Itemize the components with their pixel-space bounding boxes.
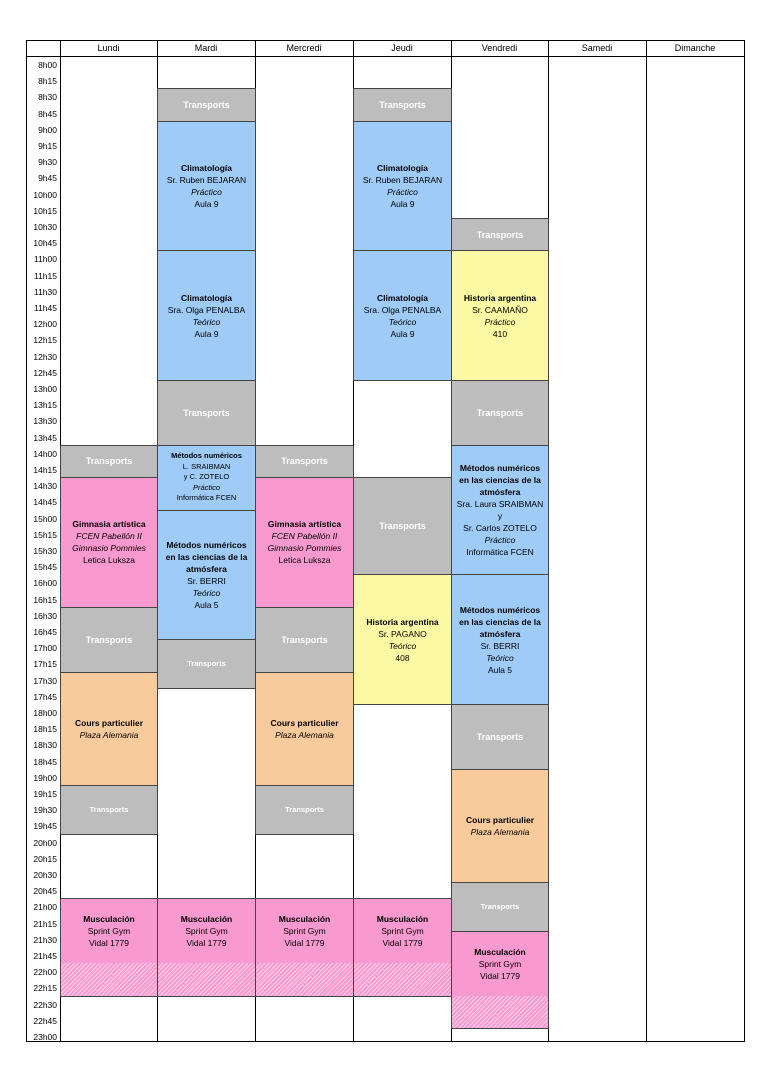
event-detail: Aula 9 xyxy=(194,199,219,210)
event-detail: Informática FCEN xyxy=(466,547,534,558)
event-title: Gimnasia artística xyxy=(267,519,342,530)
time-label: 16h30 xyxy=(33,610,57,621)
event-detail: Letica Luksza xyxy=(83,555,135,566)
time-label: 10h30 xyxy=(33,222,57,232)
time-label: 15h45 xyxy=(33,562,57,573)
event-title: Musculación xyxy=(474,946,526,957)
time-label: 16h45 xyxy=(33,627,57,637)
time-label: 13h00 xyxy=(33,384,57,394)
event-transports[interactable] xyxy=(255,785,354,835)
event-title: Transports xyxy=(85,456,133,467)
time-label: 17h00 xyxy=(33,643,57,654)
event-climatologia[interactable] xyxy=(353,250,452,381)
time-label: 22h45 xyxy=(33,1015,57,1026)
event-transports[interactable] xyxy=(353,88,452,121)
event-detail: en las ciencias de la xyxy=(459,475,541,486)
event-title: Transports xyxy=(379,521,426,532)
day-header-jeudi: Jeudi xyxy=(391,43,413,53)
event-title: Transports xyxy=(183,407,230,418)
event-detail: Teórico xyxy=(192,587,221,598)
time-label: 8h15 xyxy=(38,76,57,87)
time-label: 17h45 xyxy=(33,691,57,702)
event-transports[interactable] xyxy=(451,218,549,251)
time-label: 14h30 xyxy=(33,481,57,492)
event-title: Transports xyxy=(476,731,524,742)
event-detail: Teórico xyxy=(192,316,221,327)
event-detail: Sra. Laura SRAIBMAN xyxy=(456,499,544,510)
time-label: 20h15 xyxy=(33,853,57,864)
event-title: Transports xyxy=(476,407,524,418)
time-label: 12h45 xyxy=(33,367,57,378)
event-title: Transports xyxy=(183,100,230,111)
event-detail: y C. ZOTELO xyxy=(183,472,230,482)
event-title: Cours particulier xyxy=(74,717,144,728)
event-hatched-extension xyxy=(353,963,452,996)
time-label: 14h00 xyxy=(33,448,57,459)
event-title: Historia argentina xyxy=(366,616,439,627)
event-detail: Letica Luksza xyxy=(278,555,331,566)
event-hatched-extension xyxy=(255,963,354,996)
time-label: 15h00 xyxy=(33,513,57,524)
time-label: 14h45 xyxy=(33,497,57,508)
event-detail: atmósfera xyxy=(479,487,521,498)
event-metodos-numericos[interactable] xyxy=(157,445,256,511)
event-transports[interactable] xyxy=(60,785,158,835)
event-musculacion[interactable] xyxy=(353,898,452,964)
event-transports[interactable] xyxy=(157,380,256,446)
event-historia-argentina[interactable] xyxy=(353,574,452,705)
event-detail: L. SRAIBMAN xyxy=(182,461,231,471)
event-metodos-numericos[interactable] xyxy=(451,445,549,576)
event-detail: Práctico xyxy=(484,535,516,546)
event-detail: Práctico xyxy=(192,482,221,492)
time-label: 9h30 xyxy=(38,157,57,168)
time-label: 17h15 xyxy=(33,659,57,670)
event-detail: atmósfera xyxy=(479,628,521,639)
event-transports[interactable] xyxy=(157,88,256,121)
event-title: Transports xyxy=(187,658,226,668)
event-detail: Sr. Ruben BEJARAN xyxy=(166,175,247,186)
event-detail: FCEN Pabellón II xyxy=(76,531,142,542)
day-header-vendredi: Vendredi xyxy=(481,43,518,53)
event-detail: atmósfera xyxy=(186,563,227,574)
event-detail: Sprint Gym xyxy=(478,958,522,969)
event-detail: Gimnasio Pommies xyxy=(267,543,342,554)
event-title: Métodos numéricos xyxy=(459,463,541,474)
time-label: 20h00 xyxy=(33,837,57,848)
event-detail: 410 xyxy=(492,328,508,339)
event-transports[interactable] xyxy=(255,445,354,478)
event-title: Métodos numéricos xyxy=(171,451,242,461)
event-title: Cours particulier xyxy=(465,814,535,825)
event-title: Transports xyxy=(85,634,133,645)
time-label: 11h00 xyxy=(33,254,57,265)
event-detail: Aula 5 xyxy=(194,599,219,610)
event-detail: Vidal 1779 xyxy=(382,938,423,949)
time-label: 14h15 xyxy=(33,465,57,475)
event-title: Transports xyxy=(480,901,520,911)
time-label: 11h45 xyxy=(33,303,57,313)
event-gimnasia-artistica[interactable] xyxy=(60,477,158,608)
event-detail: Plaza Alemania xyxy=(470,826,530,837)
column-divider xyxy=(646,41,647,1041)
event-title: Métodos numéricos xyxy=(166,539,247,550)
event-detail: Práctico xyxy=(191,187,222,198)
event-transports[interactable] xyxy=(60,607,158,673)
event-transports[interactable] xyxy=(157,639,256,689)
event-climatologia[interactable] xyxy=(353,121,452,252)
time-label: 15h30 xyxy=(33,546,57,556)
event-transports[interactable] xyxy=(451,704,549,770)
day-header-dimanche: Dimanche xyxy=(674,43,716,53)
event-detail: Sr. CAAMAÑO xyxy=(472,304,528,315)
time-label: 12h15 xyxy=(33,335,57,346)
time-label: 21h15 xyxy=(33,918,57,929)
event-detail: Sr. BERRI xyxy=(480,640,520,651)
time-label: 13h15 xyxy=(33,400,57,411)
event-detail: Gimnasio Pommies xyxy=(72,543,146,554)
time-label: 19h00 xyxy=(33,772,57,783)
event-title: Climatología xyxy=(180,292,232,303)
time-label: 20h45 xyxy=(33,886,57,897)
event-detail: Sprint Gym xyxy=(185,926,228,937)
event-title: Climatología xyxy=(180,163,232,174)
event-detail: Aula 5 xyxy=(487,664,513,675)
day-header-mercredi: Mercredi xyxy=(286,43,322,53)
event-detail: Vidal 1779 xyxy=(186,938,227,949)
event-title: Musculación xyxy=(278,914,331,925)
event-transports[interactable] xyxy=(255,607,354,673)
event-title: Transports xyxy=(476,229,524,240)
time-label: 19h45 xyxy=(33,821,57,832)
event-climatologia[interactable] xyxy=(157,121,256,252)
time-label: 13h30 xyxy=(33,416,57,427)
event-cours-particulier[interactable] xyxy=(60,672,158,786)
time-label: 22h30 xyxy=(33,999,57,1010)
event-detail: Sra. Olga PENALBA xyxy=(363,304,442,315)
event-musculacion[interactable] xyxy=(451,931,549,997)
event-transports[interactable] xyxy=(451,380,549,446)
event-title: Transports xyxy=(89,804,129,814)
event-detail: Teórico xyxy=(388,640,417,651)
time-label: 18h15 xyxy=(33,724,57,735)
event-title: Historia argentina xyxy=(463,292,537,303)
time-label: 8h30 xyxy=(38,92,57,103)
event-detail: y xyxy=(497,511,503,522)
event-transports[interactable] xyxy=(353,477,452,575)
day-header-mardi: Mardi xyxy=(194,43,218,53)
time-label: 21h00 xyxy=(33,902,57,913)
event-detail: Sprint Gym xyxy=(283,926,326,937)
event-title: Transports xyxy=(379,100,426,111)
event-title: Climatología xyxy=(376,163,428,174)
event-detail: Informática FCEN xyxy=(176,493,237,503)
time-label: 22h00 xyxy=(33,967,57,978)
time-label: 9h45 xyxy=(38,173,57,184)
event-detail: Teórico xyxy=(388,316,417,327)
time-label: 21h45 xyxy=(33,951,57,961)
event-cours-particulier[interactable] xyxy=(255,672,354,786)
event-title: Musculación xyxy=(376,914,429,925)
time-label: 23h00 xyxy=(33,1032,57,1042)
time-label: 10h45 xyxy=(33,238,57,249)
event-detail: Sprint Gym xyxy=(381,926,424,937)
event-detail: Sra. Olga PENALBA xyxy=(167,304,246,315)
time-label: 17h30 xyxy=(33,675,57,686)
event-musculacion[interactable] xyxy=(255,898,354,964)
event-detail: FCEN Pabellón II xyxy=(271,531,338,542)
event-climatologia[interactable] xyxy=(157,250,256,381)
event-title: Métodos numéricos xyxy=(459,604,541,615)
event-detail: Vidal 1779 xyxy=(88,938,130,949)
event-title: Musculación xyxy=(180,914,233,925)
event-title: Gimnasia artística xyxy=(72,519,146,530)
event-detail: Aula 9 xyxy=(390,199,415,210)
event-detail: Sr. PAGANO xyxy=(378,628,427,639)
day-header-lundi: Lundi xyxy=(97,43,120,53)
time-label: 18h45 xyxy=(33,756,57,767)
time-label: 8h45 xyxy=(38,108,57,119)
event-detail: Sr. Carlos ZOTELO xyxy=(463,523,537,534)
event-historia-argentina[interactable] xyxy=(451,250,549,381)
event-detail: Práctico xyxy=(387,187,418,198)
event-detail: Sr. BERRI xyxy=(187,575,226,586)
event-detail: 408 xyxy=(395,652,410,663)
event-cours-particulier[interactable] xyxy=(451,769,549,883)
time-label: 11h15 xyxy=(33,270,57,281)
time-label: 21h30 xyxy=(33,934,57,945)
event-metodos-numericos[interactable] xyxy=(451,574,549,705)
time-label: 18h30 xyxy=(33,740,57,751)
time-label: 10h00 xyxy=(33,189,57,200)
event-musculacion[interactable] xyxy=(157,898,256,964)
time-label: 16h00 xyxy=(33,578,57,589)
event-title: Cours particulier xyxy=(270,717,339,728)
time-label: 16h15 xyxy=(33,594,57,605)
time-label: 10h15 xyxy=(33,205,57,216)
event-title: Musculación xyxy=(83,914,135,925)
event-transports[interactable] xyxy=(451,882,549,932)
weekly-schedule-grid xyxy=(26,40,745,1042)
day-header-samedi: Samedi xyxy=(581,43,613,53)
event-title: Transports xyxy=(285,804,324,814)
event-musculacion[interactable] xyxy=(60,898,158,964)
event-hatched-extension xyxy=(451,996,549,1029)
time-label: 12h30 xyxy=(33,351,57,362)
event-hatched-extension xyxy=(60,963,158,996)
event-detail: Práctico xyxy=(484,316,516,327)
event-detail: en las ciencias de la xyxy=(165,551,248,562)
header-divider xyxy=(27,56,744,57)
event-title: Transports xyxy=(281,634,328,645)
time-label: 9h00 xyxy=(38,124,57,135)
event-gimnasia-artistica[interactable] xyxy=(255,477,354,608)
event-detail: Aula 9 xyxy=(194,328,219,339)
time-label: 12h00 xyxy=(33,319,57,330)
time-label: 13h45 xyxy=(33,432,57,443)
event-detail: Sr. Ruben BEJARAN xyxy=(362,175,443,186)
event-detail: Aula 9 xyxy=(390,328,415,339)
time-label: 19h15 xyxy=(33,789,57,799)
event-detail: Plaza Alemania xyxy=(79,729,139,740)
time-label: 20h30 xyxy=(33,870,57,880)
event-detail: Vidal 1779 xyxy=(284,938,325,949)
event-detail: en las ciencias de la xyxy=(459,616,541,627)
time-label: 8h00 xyxy=(38,60,57,70)
time-label: 18h00 xyxy=(33,708,57,718)
event-hatched-extension xyxy=(157,963,256,996)
time-label: 19h30 xyxy=(33,805,57,816)
time-label: 11h30 xyxy=(33,286,57,297)
event-title: Climatología xyxy=(376,292,428,303)
time-label: 22h15 xyxy=(33,983,57,994)
event-detail: Plaza Alemania xyxy=(275,729,334,740)
event-metodos-numericos[interactable] xyxy=(157,510,256,641)
event-detail: Sprint Gym xyxy=(87,926,131,937)
time-label: 15h15 xyxy=(33,529,57,540)
time-label: 9h15 xyxy=(38,141,57,151)
event-detail: Vidal 1779 xyxy=(479,970,521,981)
event-title: Transports xyxy=(281,456,328,467)
event-transports[interactable] xyxy=(60,445,158,478)
event-detail: Teórico xyxy=(486,652,514,663)
